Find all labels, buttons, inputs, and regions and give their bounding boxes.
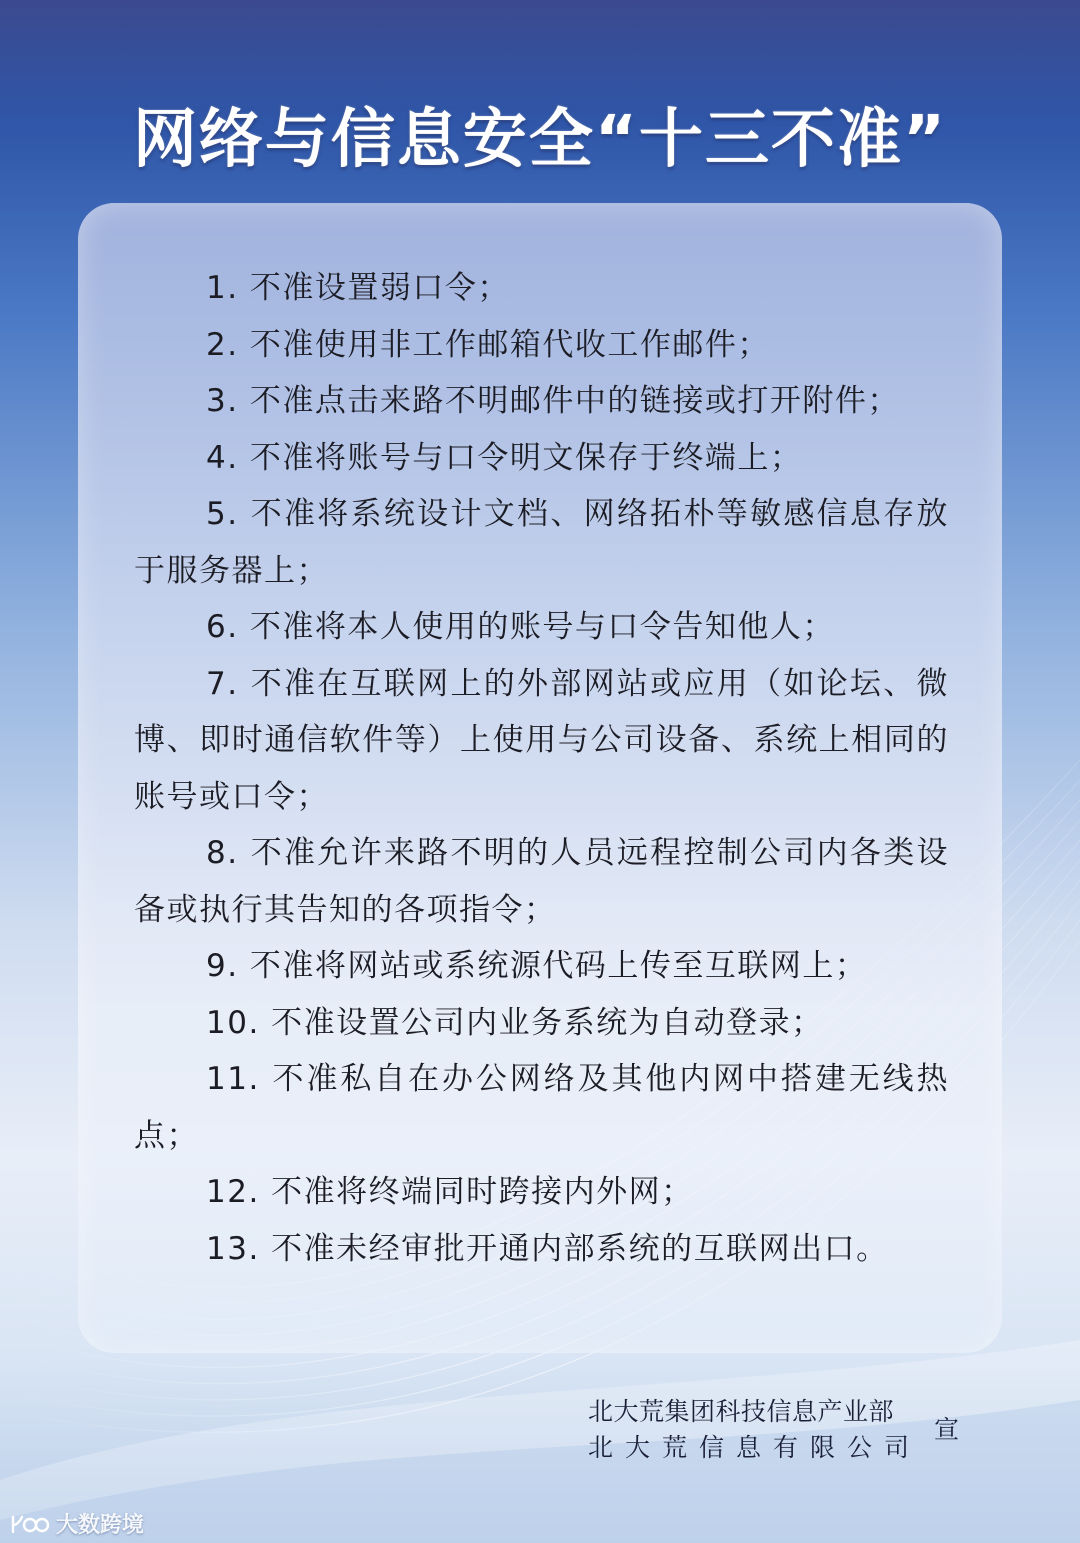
rule-item-6: 6. 不准将本人使用的账号与口令告知他人； bbox=[206, 609, 835, 645]
brand-logo-icon bbox=[10, 1513, 50, 1535]
issuer-line-2: 北大荒信息有限公司 bbox=[588, 1433, 922, 1462]
rules-list bbox=[134, 260, 949, 1277]
watermark bbox=[10, 1508, 144, 1539]
issuer-suffix: 宣 bbox=[934, 1415, 960, 1444]
rule-item-7: 7. 不准在互联网上的外部网站或应用（如论坛、微博、即时通信软件等）上使用与公司设备、系统上相同的账号或口令； bbox=[134, 665, 949, 815]
rule-item-5: 5. 不准将系统设计文档、网络拓朴等敏感信息存放于服务器上； bbox=[134, 496, 949, 589]
rule-item-4: 4. 不准将账号与口令明文保存于终端上； bbox=[206, 439, 803, 476]
rule-item-9: 9. 不准将网站或系统源代码上传至互联网上； bbox=[206, 948, 868, 984]
issuer-line-1: 北大荒集团科技信息产业部 bbox=[588, 1397, 895, 1426]
rule-item-8: 8. 不准允许来路不明的人员远程控制公司内各类设备或执行其告知的各项指令； bbox=[134, 835, 949, 928]
rule-item-13: 13. 不准未经审批开通内部系统的互联网出口。 bbox=[206, 1230, 889, 1267]
rule-item-2: 2. 不准使用非工作邮箱代收工作邮件； bbox=[206, 326, 770, 363]
watermark-text: 大数跨境 bbox=[56, 1513, 145, 1538]
rule-item-10: 10. 不准设置公司内业务系统为自动登录； bbox=[206, 1004, 824, 1041]
rule-item-12: 12. 不准将终端同时跨接内外网； bbox=[206, 1174, 694, 1210]
rule-item-3: 3. 不准点击来路不明邮件中的链接或打开附件； bbox=[206, 383, 900, 419]
rule-item-1: 1. 不准设置弱口令； bbox=[206, 270, 510, 306]
page-title: 网络与信息安全“十三不准” bbox=[132, 103, 948, 177]
rule-item-11: 11. 不准私自在办公网络及其他内网中搭建无线热点； bbox=[134, 1061, 949, 1154]
